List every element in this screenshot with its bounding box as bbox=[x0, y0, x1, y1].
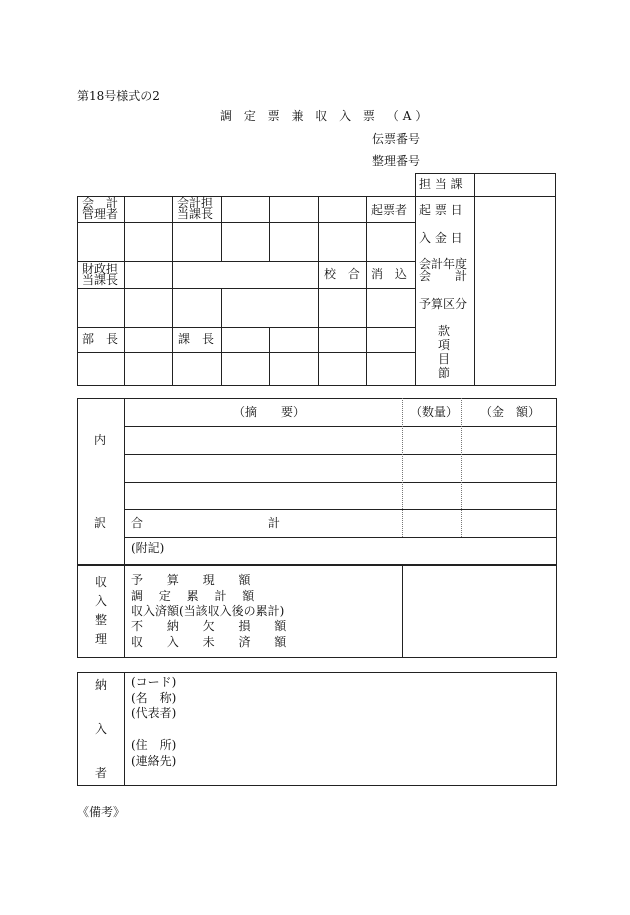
kaikei-kanrisha-label-1: 会 計 bbox=[82, 196, 119, 210]
zaisei-label-2: 当課長 bbox=[82, 273, 119, 287]
gokei-label-1: 合 bbox=[131, 516, 144, 530]
kihyosha-label: 起票者 bbox=[371, 203, 408, 217]
yosan-kubun-label: 予算区分 bbox=[419, 297, 468, 311]
income-side-3: 整 bbox=[94, 613, 107, 627]
zaisei-label-1: 財政担 bbox=[82, 262, 119, 276]
payer-side-3: 者 bbox=[94, 766, 107, 780]
tanto-ka-label: 担 当 課 bbox=[419, 177, 463, 191]
gokei-label-2: 計 bbox=[268, 516, 281, 530]
payer-side-1: 納 bbox=[94, 678, 107, 692]
shunyu-zumi: 収入済額(当該収入後の累計) bbox=[131, 604, 285, 618]
chotei-ruikei: 調 定 累 計 額 bbox=[131, 589, 261, 603]
funo-kesson: 不 納 欠 損 額 bbox=[131, 619, 297, 633]
yosan-gengaku: 予 算 現 額 bbox=[131, 573, 261, 587]
seiri-bango-label: 整理番号 bbox=[372, 154, 421, 168]
kaikei-kanrisha-label-2: 管理者 bbox=[82, 207, 119, 221]
payer-code: (コード) bbox=[131, 675, 177, 689]
income-side-4: 理 bbox=[94, 632, 107, 646]
tekiyo-header: （摘 要） bbox=[233, 405, 306, 419]
kaikei-tanto-label-1: 会計担 bbox=[177, 196, 214, 210]
kacho-label: 課 長 bbox=[178, 332, 215, 346]
kingaku-header: （金 額） bbox=[480, 405, 541, 419]
payer-contact: (連絡先) bbox=[131, 754, 177, 768]
payer-address: (住 所) bbox=[131, 738, 177, 752]
ko-label: 項 bbox=[437, 338, 450, 352]
fuki-label: (附記) bbox=[131, 541, 165, 555]
shunyu-mizumi: 収 入 未 済 額 bbox=[131, 635, 297, 649]
denpyo-bango-label: 伝票番号 bbox=[372, 132, 421, 146]
payer-name: (名 称) bbox=[131, 691, 177, 705]
payer-rep: (代表者) bbox=[131, 706, 177, 720]
kaikei-tanto-label-2: 当課長 bbox=[177, 207, 214, 221]
kan-label: 款 bbox=[437, 324, 450, 338]
uchiwake-label-bottom: 訳 bbox=[94, 516, 107, 530]
uchiwake-label-top: 内 bbox=[94, 433, 107, 447]
kihyo-bi-label: 起 票 日 bbox=[419, 203, 463, 217]
kaikei-nendo-label: 会計年度 bbox=[419, 257, 468, 271]
bucho-label: 部 長 bbox=[82, 332, 119, 346]
nyukin-bi-label: 入 金 日 bbox=[419, 231, 463, 245]
income-side-2: 入 bbox=[94, 594, 107, 608]
kogo-label: 校 合 bbox=[324, 267, 364, 281]
setsu-label: 節 bbox=[437, 366, 450, 380]
form-title: 調 定 票 兼 収 入 票 （A） bbox=[220, 109, 432, 123]
moku-label: 目 bbox=[437, 352, 450, 366]
remarks-label: 《備考》 bbox=[77, 805, 126, 819]
keshikomi-label: 消 込 bbox=[371, 267, 411, 281]
suryo-header: （数量） bbox=[410, 405, 459, 419]
form-number: 第18号様式の2 bbox=[77, 89, 160, 103]
payer-side-2: 入 bbox=[94, 722, 107, 736]
kaikei-label: 会 計 bbox=[419, 269, 468, 283]
income-side-1: 収 bbox=[94, 575, 107, 589]
